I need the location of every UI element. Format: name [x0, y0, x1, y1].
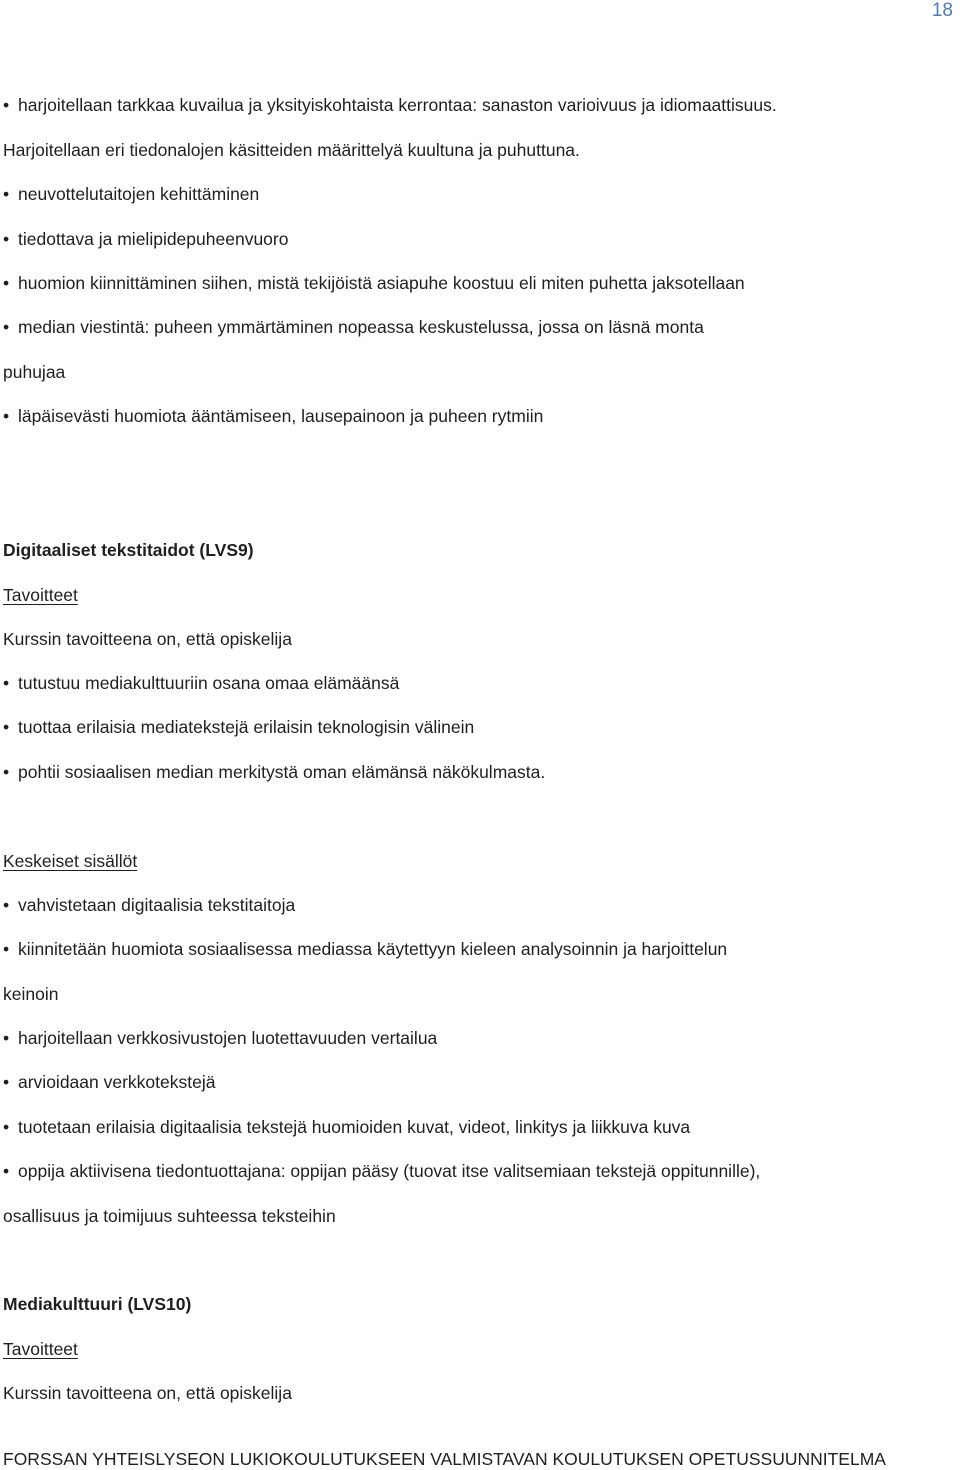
bullet-item	[3, 1071, 215, 1093]
line-text: vahvistetaan digitaalisia tekstitaitoja	[18, 895, 296, 915]
bullet-icon: •	[3, 317, 10, 337]
bullet-item	[3, 761, 545, 783]
page-number: 18	[931, 0, 953, 21]
bullet-item	[3, 1160, 760, 1182]
bullet-icon: •	[3, 1161, 10, 1181]
bullet-icon: •	[3, 1117, 10, 1137]
bullet-item	[3, 938, 727, 960]
bullet-item	[3, 272, 745, 294]
bullet-icon: •	[3, 673, 10, 693]
line-text: Kurssin tavoitteena on, että opiskelija	[3, 629, 292, 649]
line-text: Tavoitteet	[3, 1339, 78, 1359]
text-line	[3, 361, 65, 383]
text-line	[3, 139, 580, 161]
line-text: arvioidaan verkkotekstejä	[18, 1072, 216, 1092]
line-text: Mediakulttuuri (LVS10)	[3, 1294, 192, 1314]
bullet-item	[3, 228, 288, 250]
line-text: läpäisevästi huomiota ääntämiseen, lausepainoon ja puheen rytmiin	[18, 406, 544, 426]
bullet-icon: •	[3, 184, 10, 204]
page-footer: FORSSAN YHTEISLYSEON LUKIOKOULUTUKSEEN VALMISTAVAN KOULUTUKSEN OPETUSSUUNNITELMA	[3, 1449, 886, 1469]
line-text: median viestintä: puheen ymmärtäminen nopeassa keskustelussa, jossa on läsnä monta	[18, 317, 704, 337]
bullet-item	[3, 405, 543, 427]
line-text: tutustuu mediakulttuuriin osana omaa elämäänsä	[18, 673, 400, 693]
bullet-icon: •	[3, 406, 10, 426]
line-text: Kurssin tavoitteena on, että opiskelija	[3, 1383, 292, 1403]
bullet-icon: •	[3, 229, 10, 249]
line-text: pohtii sosiaalisen median merkitystä oman elämänsä näkökulmasta.	[18, 762, 546, 782]
section-heading	[3, 539, 254, 561]
bullet-icon: •	[3, 762, 10, 782]
bullet-icon: •	[3, 95, 10, 115]
bullet-item	[3, 1116, 690, 1138]
bullet-icon: •	[3, 1072, 10, 1092]
text-line	[3, 983, 58, 1005]
bullet-item	[3, 183, 259, 205]
subsection-title	[3, 850, 137, 872]
line-text: puhujaa	[3, 362, 66, 382]
bullet-item	[3, 316, 704, 338]
bullet-item	[3, 1027, 437, 1049]
bullet-item	[3, 94, 777, 116]
line-text: neuvottelutaitojen kehittäminen	[18, 184, 260, 204]
line-text: osallisuus ja toimijuus suhteessa teksteihin	[3, 1206, 336, 1226]
bullet-icon: •	[3, 895, 10, 915]
bullet-icon: •	[3, 1028, 10, 1048]
text-line	[3, 1382, 292, 1404]
line-text: kiinnitetään huomiota sosiaalisessa mediassa käytettyyn kieleen analysoinnin ja harjoittelun	[18, 939, 728, 959]
line-text: Harjoitellaan eri tiedonalojen käsitteiden määrittelyä kuultuna ja puhuttuna.	[3, 140, 580, 160]
bullet-icon: •	[3, 939, 10, 959]
line-text: tuotetaan erilaisia digitaalisia tekstejä huomioiden kuvat, videot, linkitys ja liikkuva kuva	[18, 1117, 691, 1137]
line-text: Keskeiset sisällöt	[3, 851, 138, 871]
line-text: huomion kiinnittäminen siihen, mistä tekijöistä asiapuhe koostuu eli miten puhetta jaksotellaan	[18, 273, 745, 293]
bullet-item	[3, 672, 399, 694]
line-text: Digitaaliset tekstitaidot (LVS9)	[3, 540, 254, 560]
text-line	[3, 628, 292, 650]
bullet-icon: •	[3, 273, 10, 293]
line-text: harjoitellaan tarkkaa kuvailua ja yksityiskohtaista kerrontaa: sanaston varioivuus ja idiomaattisuus.	[18, 95, 777, 115]
bullet-icon: •	[3, 717, 10, 737]
bullet-item	[3, 894, 295, 916]
subsection-title	[3, 584, 78, 606]
line-text: tuottaa erilaisia mediatekstejä erilaisin teknologisin välinein	[18, 717, 475, 737]
line-text: keinoin	[3, 984, 59, 1004]
section-heading	[3, 1293, 191, 1315]
line-text: harjoitellaan verkkosivustojen luotettavuuden vertailua	[18, 1028, 438, 1048]
text-line	[3, 1205, 336, 1227]
line-text: oppija aktiivisena tiedontuottajana: oppijan pääsy (tuovat itse valitsemiaan tekstejä oppitunnille),	[18, 1161, 761, 1181]
line-text: Tavoitteet	[3, 585, 78, 605]
line-text: tiedottava ja mielipidepuheenvuoro	[18, 229, 289, 249]
subsection-title	[3, 1338, 78, 1360]
bullet-item	[3, 716, 474, 738]
